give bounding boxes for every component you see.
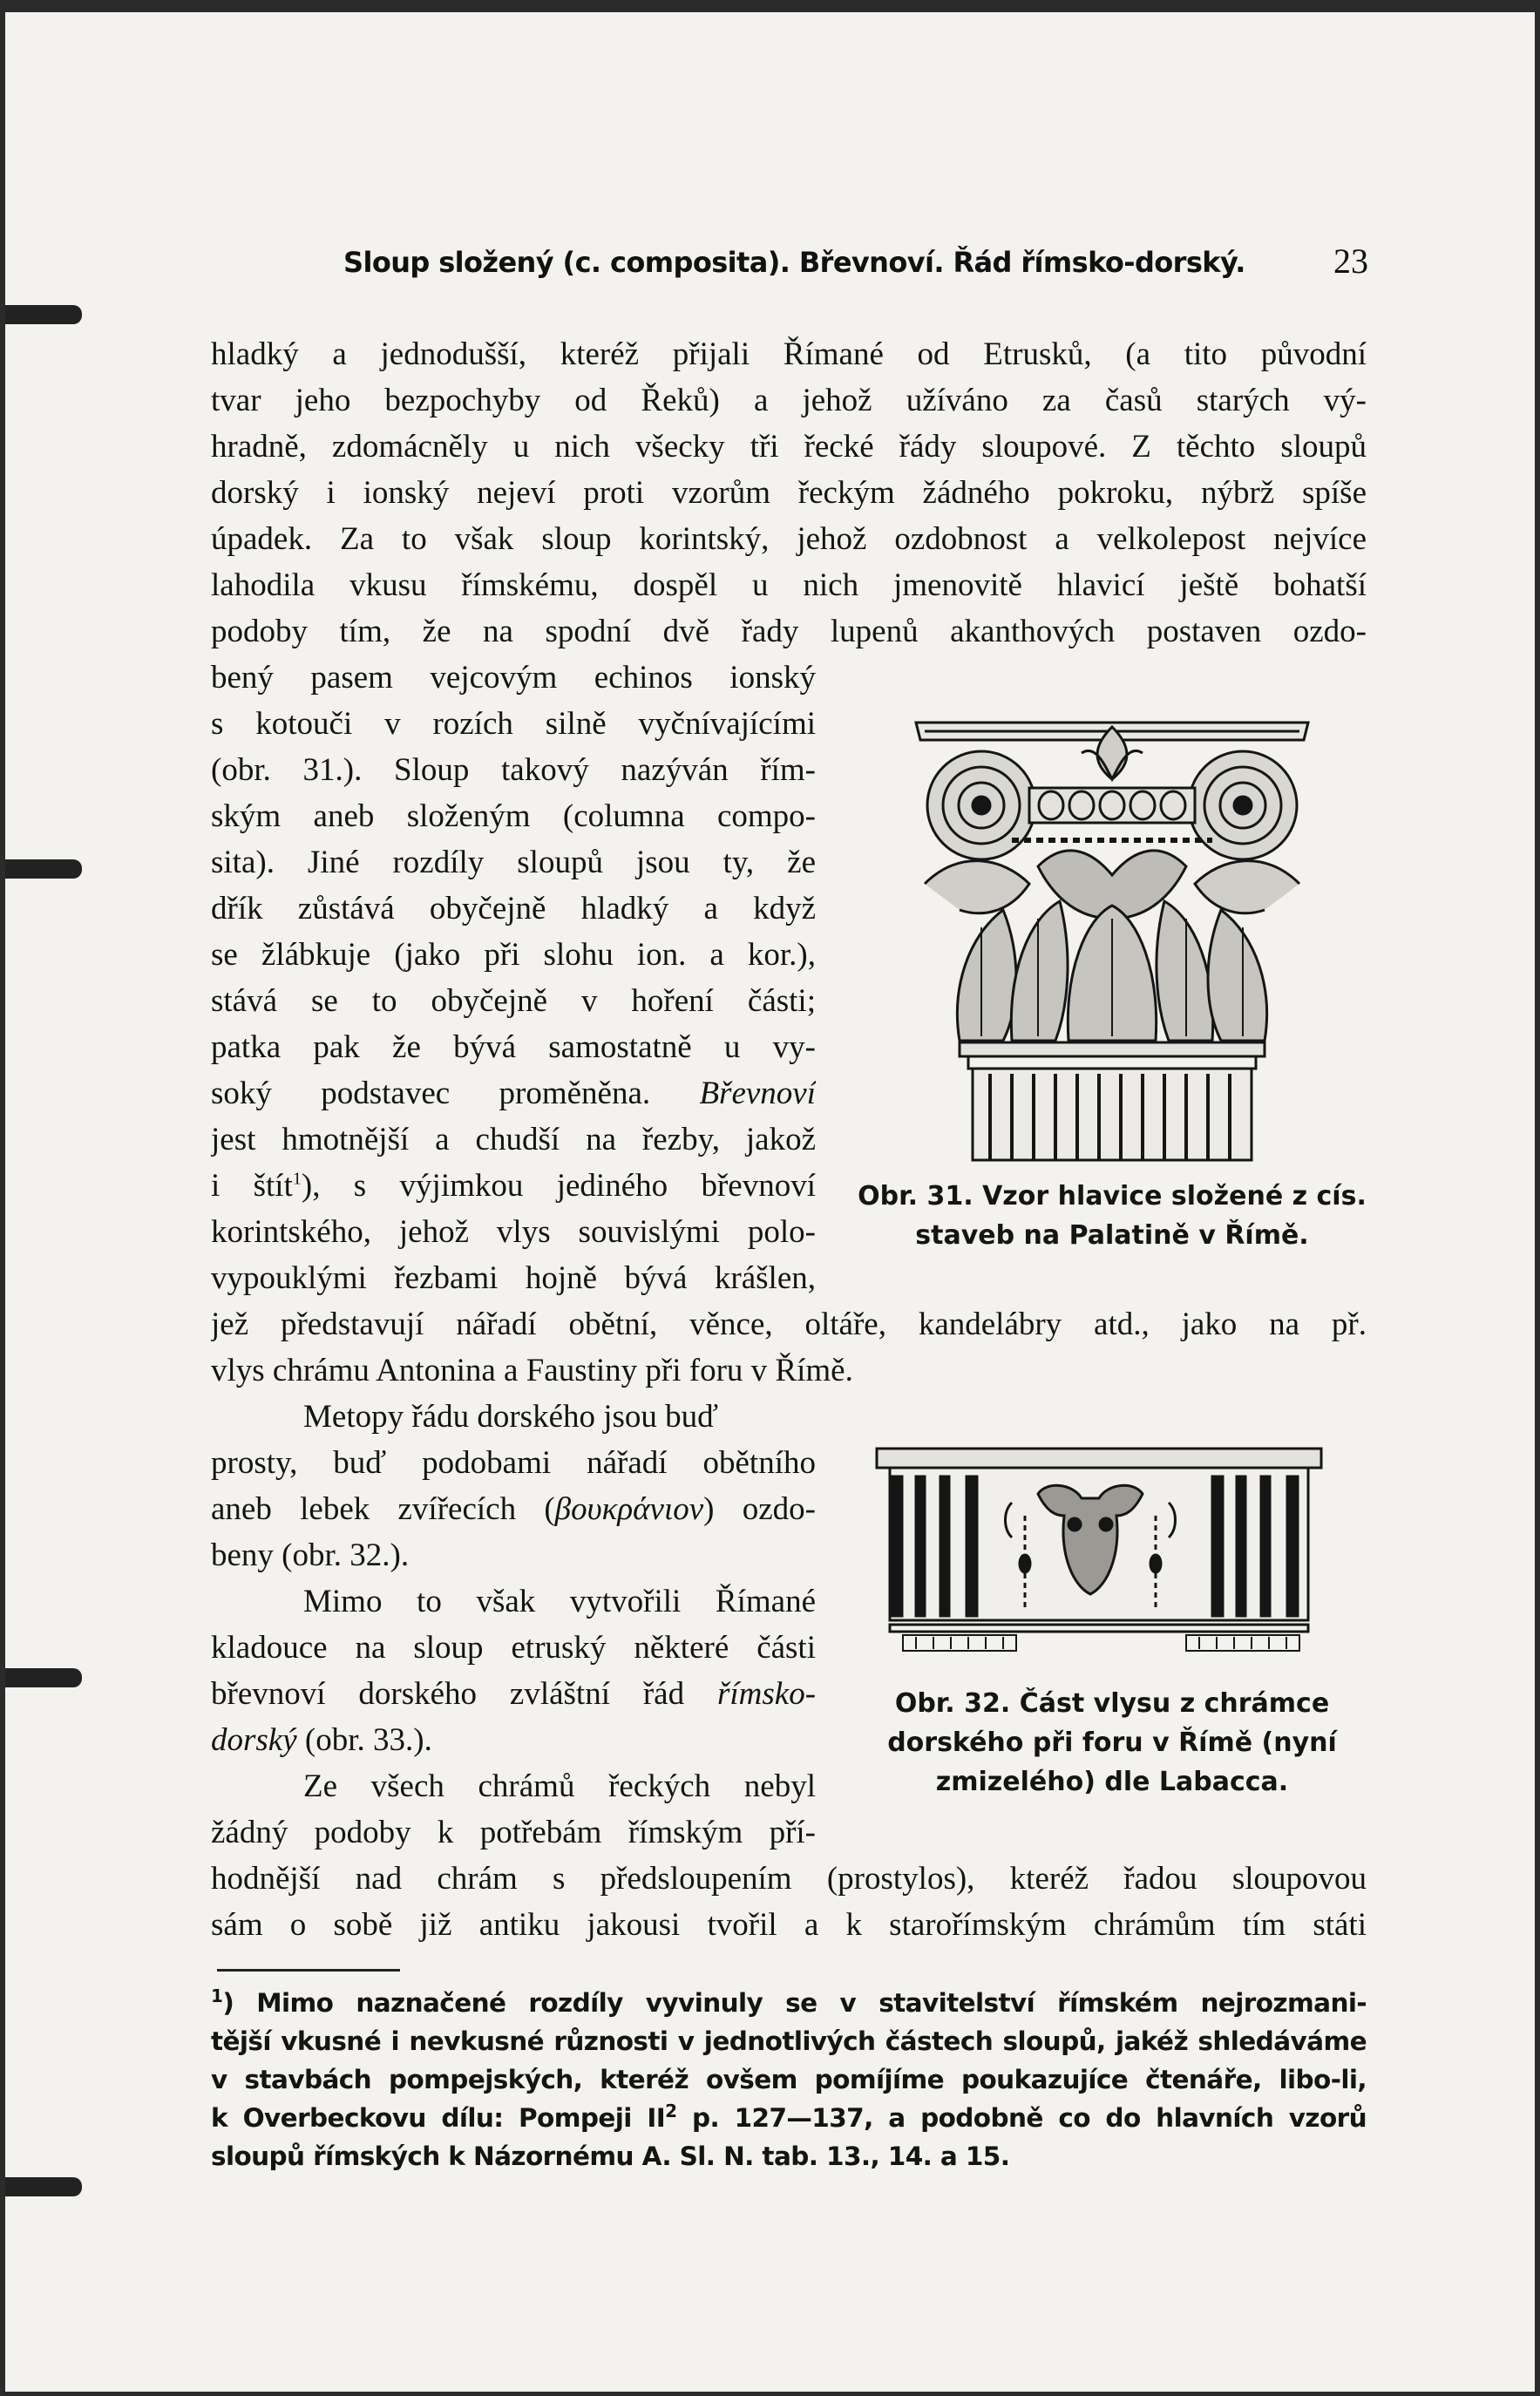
text-line: hladký a jednodušší, kteréž přijali Římané od Etrusků, (a tito původní: [211, 336, 1367, 372]
text-line: se žlábkuje (jako při slohu ion. a kor.),: [211, 937, 816, 973]
text-line: tvar jeho bezpochyby od Řeků) a jehož užíváno za časů starých vý-: [211, 383, 1367, 418]
footnote-line: k Overbeckovu dílu: Pompeji $II^2$ p. 127—137, a podobně co do hlavních vzorů: [211, 2101, 1367, 2133]
binding-mark: [5, 1668, 82, 1687]
footnote-line: sloupů římských k Názornému A. Sl. N. tab. 13., 14. a 15.: [211, 2141, 1010, 2171]
footnote-line: v stavbách pompejských, kteréž ovšem pomíjíme poukazujíce čtenáře, libo-li,: [211, 2065, 1367, 2094]
text-line: sita). Jiné rozdíly sloupů jsou ty, že: [211, 845, 816, 880]
text-line: korintského, jehož vlys souvislými polo-: [211, 1214, 816, 1250]
page: [5, 12, 1535, 2392]
text-line: dorský i ionský nejeví proti vzorům řeckým žádného pokroku, nýbrž spíše: [211, 475, 1367, 511]
text-line: (obr. 31.). Sloup takový nazýván řím-: [211, 752, 816, 788]
text-line: dřík zůstává obyčejně hladký a když: [211, 891, 816, 926]
text-line: beny (obr. 32.).: [211, 1537, 410, 1573]
binding-mark: [5, 305, 82, 324]
text-line: Metopy řádu dorského jsou buď: [303, 1399, 719, 1435]
text-line: žádný podoby k potřebám římským pří-: [211, 1815, 816, 1850]
figure-32-caption: Obr. 32. Část vlysu z chrámce dorského při foru v Římě (nyní zmizelého) dle Labacca.: [887, 1688, 1337, 1797]
text-line: lahodila vkusu římskému, dospěl u nich jmenovitě hlavicí ještě bohatší: [211, 567, 1367, 603]
footnote-line: $^1$) Mimo naznačené rozdíly vyvinuly se v stavitelství římském nejrozmani-: [211, 1985, 1367, 2018]
text-line: podoby tím, že na spodní dvě řady lupenů akanthových postaven ozdo-: [211, 614, 1367, 649]
text-line: bený pasem vejcovým echinos ionský: [211, 660, 816, 696]
frieze-bucranium-illustration: [872, 1433, 1326, 1677]
page-number: 23: [1333, 241, 1368, 281]
text-line: ským aneb složeným (columna compo-: [211, 798, 816, 834]
text-line: Mimo to však vytvořili Římané: [303, 1584, 816, 1619]
text-line: břevnoví dorského zvláštní řád římsko-: [211, 1676, 816, 1712]
text-line: hradně, zdomácněly u nich všecky tři řecké řády sloupové. Z těchto sloupů: [211, 429, 1367, 465]
figure-31-caption: Obr. 31. Vzor hlavice složené z cís. staveb na Palatině v Římě.: [858, 1181, 1367, 1251]
text-line: Ze všech chrámů řeckých nebyl: [303, 1768, 816, 1804]
text-line: i štít$^1$), s výjimkou jediného břevnoví: [211, 1168, 816, 1204]
binding-mark: [5, 2177, 82, 2196]
footnote-rule: [217, 1969, 400, 1972]
text-line: s kotouči v rozích silně vyčnívajícími: [211, 706, 816, 742]
binding-mark: [5, 859, 82, 879]
running-header: [343, 241, 1368, 289]
text-line: kladouce na sloup etruský některé části: [211, 1630, 816, 1666]
text-line: soký podstavec proměněna. Břevnoví: [211, 1076, 816, 1111]
text-line: vypouklými řezbami hojně bývá krášlen,: [211, 1260, 816, 1296]
text-line: vlys chrámu Antonina a Faustiny při foru v Římě.: [211, 1353, 853, 1388]
text-line: patka pak že bývá samostatně u vy-: [211, 1029, 816, 1065]
text-line: dorský (obr. 33.).: [211, 1722, 432, 1758]
text-line: prosty, buď podobami nářadí obětního: [211, 1445, 816, 1481]
footnote-line: tější vkusné i nevkusné různosti v jednotlivých částech sloupů, jakéž shledáváme: [211, 2026, 1367, 2056]
text-line: aneb lebek zvířecích (βουκράνιον) ozdo-: [211, 1491, 816, 1527]
text-line: stává se to obyčejně v hoření části;: [211, 983, 816, 1019]
text-line: jest hmotnější a chudší na řezby, jakož: [211, 1122, 816, 1157]
text-line: sám o sobě již antiku jakousi tvořil a k starořímským chrámům tím státi: [211, 1907, 1367, 1943]
text-line: jež představují nářadí obětní, věnce, oltáře, kandelábry atd., jako na př.: [211, 1307, 1367, 1342]
composite-capital-illustration: [907, 709, 1317, 1163]
text-line: úpadek. Za to však sloup korintský, jehož ozdobnost a velkolepost nejvíce: [211, 521, 1367, 557]
text-line: hodnější nad chrám s předsloupením (prostylos), kteréž řadou sloupovou: [211, 1861, 1367, 1897]
header-title: Sloup složený (c. composita). Břevnoví. Řád římsko-dorský.: [343, 246, 1245, 279]
